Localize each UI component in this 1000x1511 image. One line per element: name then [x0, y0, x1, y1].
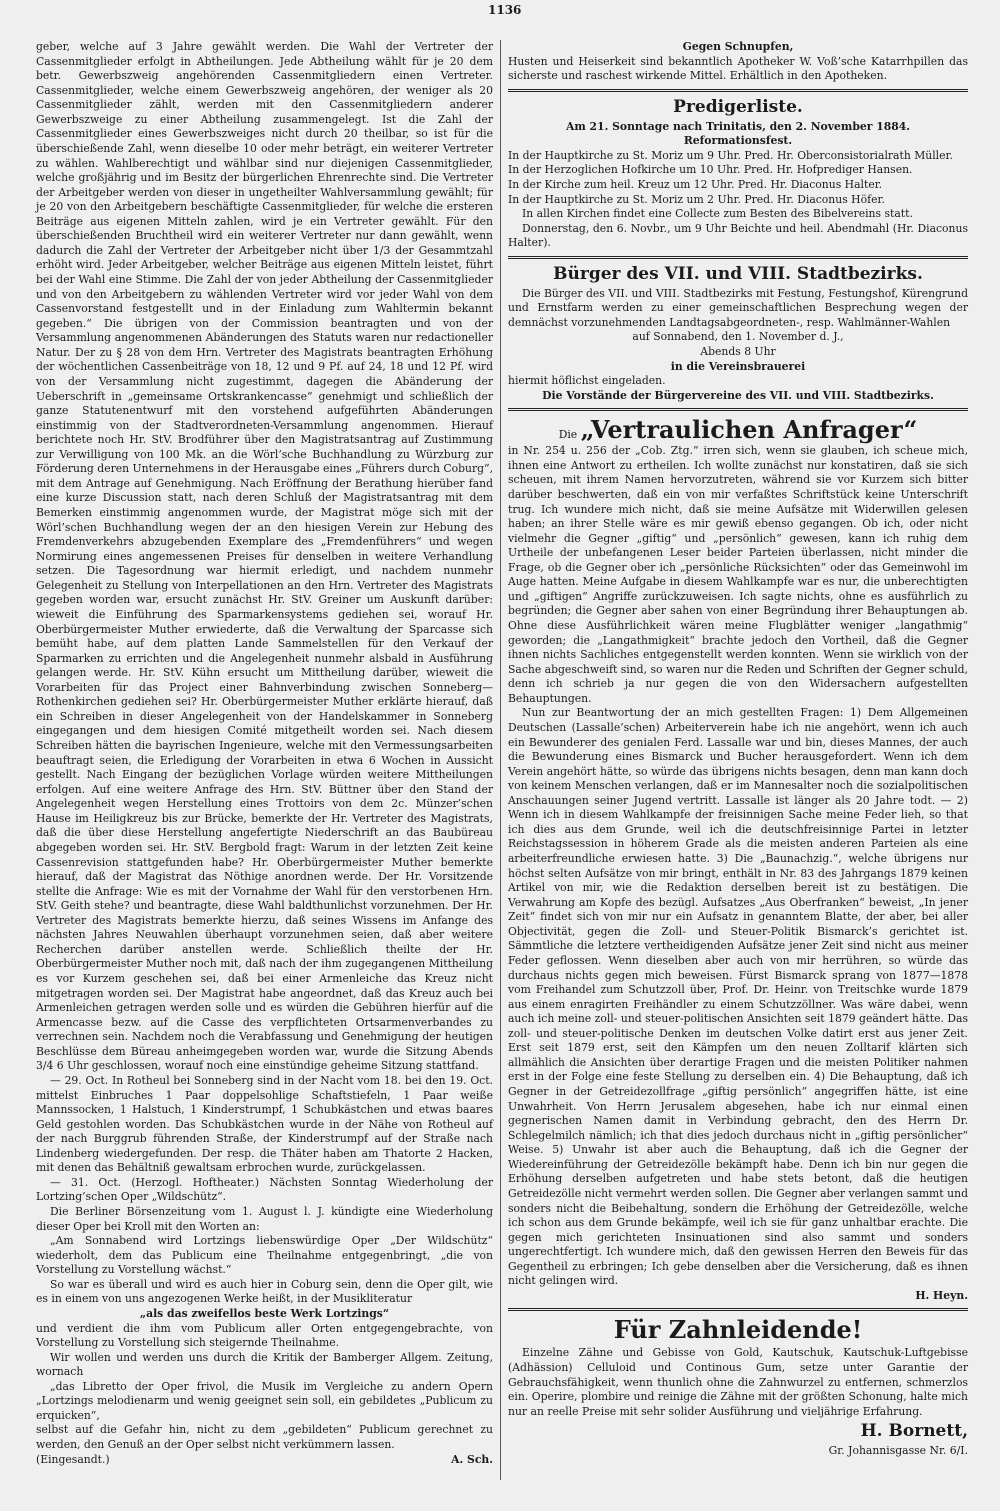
dentist-name: H. Bornett,	[860, 1421, 968, 1442]
citizens-date: auf Sonnabend, den 1. November d. J.,	[632, 330, 844, 344]
dentist-ad-title: Für Zahnleidende!	[613, 1315, 863, 1345]
preacher-list-date: Am 21. Sonntage nach Trinitatis, den 2. November 1884.	[565, 119, 911, 133]
preacher-entry: In der Hauptkirche zu St. Moriz um 9 Uhr. Pred. Hr. Oberconsistorialrath Müller.	[508, 148, 953, 162]
council-report-paragraph: geber, welche auf 3 Jahre gewählt werden. Die Wahl der Vertreter der Cassenmitglieder erfolgt in Abtheilungen. Jede Abtheilung wählt für je 20 dem betr. Gewerbszweig angehörenden Cassenmitgliedern einen Vertreter. Cassenmitglieder, welche einem Gewerbszweig angehören, der weniger als 20 Cassenmitglieder zählt, werden mit den Cassenmitgliedern anderer Gewerbszweige zu einer Abtheilung zusammengelegt. Ist die Zahl der Cassenmitglieder eines Gewerbszweiges nicht durch 20 theilbar, so ist für die überschießende Zahl, wenn dieselbe 10 oder mehr beträgt, ein weiterer Vertreter zu wählen. Wahlberechtigt und wählbar sind nur diejenigen Cassenmitglieder, welche großjährig und im Besitz der bürgerlichen Ehrenrechte sind. Die Vertreter der Arbeitgeber werden von dieser in ungetheilter Wahlversammlung gewählt; für je 20 von den Arbeitgebern beschäftigte Cassenmitglieder, für welche die ersteren Beiträge aus eigenen Mitteln zahlen, wird je ein Vertreter gewählt. Für den überschießenden Bruchtheil wird ein weiterer Vertreter nur dann gewählt, wenn dadurch die Zahl der Vertreter der Arbeitgeber nicht über 1/3 der Gesammtzahl erhöht wird. Jeder Arbeitgeber, welcher Beiträge aus eigenen Mitteln leistet, führt bei der Wahl eine Stimme. Die Zahl der von jeder Abtheilung der Cassenmitglieder und von den Arbeitgebern zu wählenden Vertreter wird vor jeder Wahl von dem Cassenvorstand festgestellt und in der Einladung zum Wahltermin bekannt gegeben.“ Die übrigen von der Commission beantragten und von der Versammlung angenommenen Abänderungen des Statuts waren nur redactioneller Natur. Der zu § 28 von dem Hrn. Vertreter des Magistrats beantragten Erhöhung der wöchentlichen Cassenbeiträge von 18, 12 und 9 Pf. auf 24, 18 und 12 Pf. wird von der Versammlung nicht zugestimmt, dagegen die Abänderung der Ueberschrift in „gemeinsame Ortskrankencasse“ genehmigt und schließlich der ganze Statutenentwurf mit den vorstehend aufgeführten Abänderungen einstimmig von der Stadtverordneten-Versammlung angenommen. Hierauf berichtete noch Hr. StV. Brodführer über den Magistratsantrag auf Zustimmung zur Verwilligung von 100 Mk. an die Wörl’sche Buchhandlung zu Würzburg zur Förderung deren Unternehmens in der Herausgabe eines „Führers durch Coburg“, mit dem Antrage auf Genehmigung. Nach Eröffnung der Berathung hierüber fand eine kurze Discussion statt, nach deren Schluß der Magistratsantrag mit dem Bemerken einstimmig angenommen wurde, der Magistrat möge sich mit der Wörl’schen Buchhandlung wegen der an den hiesigen Verein zur Hebung des Fremdenverkehrs abzugebenden Exemplare des „Fremdenführers“ und wegen Normirung eines angemessenen Preises für denselben in weitere Verhandlung setzen. Die Tagesordnung war hiermit erledigt, und nachdem nunmehr Gelegenheit zu Stellung von Interpellationen an den Hrn. Vertreter des Magistrats gegeben worden war, ersucht zunächst Hr. StV. Greiner um Auskunft darüber: wieweit die Einführung des Sparmarkensystems gediehen sei, worauf Hr. Oberbürgermeister Muther erwiederte, daß die Verwaltung der Sparcasse sich bemüht habe, auf dem platten Lande Sammelstellen für den Verkauf der Sparmarken zu errichten und die Angelegenheit nunmehr alsbald in Ausführung gelangen werde. Hr. StV. Kühn ersucht um Mittheilung darüber, wieweit die Vorarbeiten für das Project einer Bahnverbindung zwischen Sonneberg—Rothenkirchen gediehen sei? Hr. Oberbürgermeister Muther erklärte hierauf, daß ein Schreiben in dieser Angelegenheit von der Handelskammer in Sonneberg eingegangen und dem hiesigen Comité mitgetheilt worden sei. Nach diesem Schreiben hätten die bayrischen Ingenieure, welche mit den Vermessungsarbeiten beauftragt seien, die Erledigung der Vorarbeiten in etwa 6 Wochen in Aussicht gestellt. Nach Eingang der bezüglichen Vorlage würden weitere Mittheilungen erfolgen. Auf eine weitere Anfrage des Hrn. StV. Büttner über den Stand der Angelegenheit wegen Herstellung eines Trottoirs von dem 2c. Münzer’schen Hause im Heiligkreuz bis zur Brücke, bemerkte der Hr. Vertreter des Magistrats, daß die über diese Herstellung angefertigte Niederschrift an das Baubüreau abgegeben worden sei. Hr. StV. Bergbold fragt: Warum in der letzten Zeit keine Cassenrevision stattgefunden habe? Hr. Oberbürgermeister Muther bemerkte hierauf, daß der Magistrat das Nöthige anordnen werde. Der Hr. Vorsitzende stellte die Anfrage: Wie es mit der Vornahme der Wahl für den verstorbenen Hrn. StV. Geith stehe? und beantragte, diese Wahl baldthunlichst vorzunehmen. Der Hr. Vertreter des Magistrats bemerkte hierzu, daß seines Wissens im Anfange des nächsten Jahres Neuwahlen überhaupt vorzunehmen seien, daß aber weitere Recherchen darüber anstellen werde. Schließlich theilte der Hr. Oberbürgermeister Muther noch mit, daß nach der ihm zugegangenen Mittheilung es vor Kurzem geschehen sei, daß bei einer Armenleiche das Kreuz nicht mitgetragen worden sei. Der Magistrat habe angeordnet, daß das Kreuz auch bei Armenleichen getragen werden solle und es würden die Gebühren hierfür auf die Armencasse bezw. auf die Casse des verpflichteten Ortsarmenverbandes zu verrechnen sein. Nachdem noch die Verabfassung und Genehmigung der heutigen Beschlüsse dem Büreau anheimgegeben worden war, wurde die Sitzung Abends 3/4 6 Uhr geschlossen, worauf noch eine einstündige geheime Sitzung stattfand.	[36, 40, 493, 1073]
opera-paragraph-2: So war es überall und wird es auch hier in Coburg sein, denn die Oper gilt, wie es in einem von uns angezogenen Werke heißt, in der Musikliteratur	[36, 1277, 493, 1306]
dentist-address: Gr. Johannisgasse Nr. 6/I.	[828, 1444, 968, 1458]
preacher-communion-note: Donnerstag, den 6. Novbr., um 9 Uhr Beichte und heil. Abendmahl (Hr. Diaconus Halter).	[508, 221, 968, 250]
preacher-entry: In der Kirche zum heil. Kreuz um 12 Uhr. Pred. Hr. Diaconus Halter.	[508, 177, 883, 191]
citizens-text: Die Bürger des VII. und VIII. Stadtbezirks mit Festung, Festungshof, Kürengrund und Ernstfarm werden zu einer gemeinschaftlichen Besprechung wegen der demnächst vorzunehmenden Landtagsabgeordneten-, resp. Wahlmänner-Wahlen	[508, 286, 968, 329]
citizens-place: in die Vereinsbrauerei	[670, 359, 806, 373]
citizens-invite: hiermit höflichst eingeladen.	[508, 374, 666, 388]
ad-cold-title: Gegen Schnupfen,	[682, 40, 794, 53]
opera-highlight-quote: „als das zweifellos beste Werk Lortzings“	[139, 1306, 390, 1320]
citizens-time: Abends 8 Uhr	[700, 345, 776, 358]
theatre-notice-paragraph: — 31. Oct. (Herzogl. Hoftheater.) Nächsten Sonntag Wiederholung der Lortzing’schen Oper „Wildschütz“.	[36, 1175, 493, 1204]
section-rule	[508, 408, 968, 411]
opera-paragraph-5: selbst auf die Gefahr hin, nicht zu dem „gebildeten“ Publicum gerechnet zu werden, den Genuß an der Oper selbst nicht verkümmern lassen.	[36, 1423, 493, 1451]
section-rule	[508, 256, 968, 259]
reply-paragraph-1: in Nr. 254 u. 256 der „Cob. Ztg.“ irren sich, wenn sie glauben, ich scheue mich, ihnen eine Antwort zu ertheilen. Ich wollte zunächst nur konstatiren, daß sie sich scheuen, mit ihrem Namen hervorzutreten, während sie vor Kurzem sich bitter darüber beschwerten, daß ein von mir verfaßtes Schriftstück keine Unterschrift trug. Ich wundere mich nicht, daß sie meine Aufsätze mit Widerwillen gelesen haben; an ihrer Stelle wäre es mir gewiß ebenso gegangen. Ob ich, oder nicht vielmehr die Gegner „giftig“ und „persönlich“ gewesen, kann ich ruhig dem Urtheile der unbefangenen Leser beider Parteien überlassen, nicht minder die Frage, ob die Gegner ober ich „persönliche Rücksichten“ oder das Gemeinwohl im Auge hatten. Meine Aufgabe in diesem Wahlkampfe war es nur, die unberechtigten und „giftigen“ Angriffe zurückzuweisen. Ich sagte nichts, ohne es ausführlich zu begründen; die Gegner aber sahen von einer Begründung ihrer Behauptungen ab. Ohne diese Ausführlichkeit wären meine Flugblätter weniger „langathmig“ geworden; die „Langathmigkeit“ brachte jedoch den Vortheil, daß die Gegner ihnen nichts Sachliches entgegenstellt werden konnten. Wenn sie wirklich von der Sache abgeschweift sind, so waren nur die Reden und Schriften der Gegner schuld, denn ich schrieb ja nur gegen die von den Widersachern aufgestellten Behauptungen.	[508, 444, 968, 705]
reply-signature: H. Heyn.	[915, 1288, 968, 1302]
preacher-list-feast: Reformationsfest.	[683, 134, 793, 148]
ad-cold-text: Husten und Heiserkeit sind bekanntlich Apotheker W. Voß’sche Katarrhpillen das sicherste und raschest wirkende Mittel. Erhältlich in den Apotheken.	[508, 54, 968, 83]
column-divider	[500, 40, 501, 1480]
opera-quote-2: „das Libretto der Oper frivol, die Musik im Vergleiche zu andern Opern „Lortzings melodienarm und wenig geeignet sein soll, ein gebildetes „Publicum zu erquicken“,	[36, 1379, 493, 1422]
author-initials: A. Sch.	[451, 1452, 493, 1466]
preacher-list-title: Predigerliste.	[673, 96, 803, 117]
left-column	[36, 40, 493, 1467]
reply-title-prefix: Die	[558, 428, 578, 442]
preacher-entry: In der Hauptkirche zu St. Moriz um 2 Uhr. Pred. Hr. Diaconus Höfer.	[508, 192, 885, 206]
opera-quote-1: „Am Sonnabend wird Lortzings liebenswürdige Oper „Der Wildschütz“ wiederholt, dem das Publicum eine Theilnahme entgegenbringt, „die von Vorstellung zu Vorstellung wächst.“	[36, 1234, 493, 1277]
opera-paragraph-3: und verdient die ihm vom Publicum aller Orten entgegengebrachte, von Vorstellung zu Vorstellung sich steigernde Theilnahme.	[36, 1321, 493, 1350]
page-number: 1136	[488, 3, 522, 17]
section-rule	[508, 1308, 968, 1311]
citizens-signature: Die Vorstände der Bürgervereine des VII. und VIII. Stadtbezirks.	[542, 388, 934, 402]
opera-paragraph-4: Wir wollen und werden uns durch die Kritik der Bamberger Allgem. Zeitung, wornach	[36, 1350, 493, 1379]
section-rule	[508, 89, 968, 92]
citizens-title: Bürger des VII. und VIII. Stadtbezirks.	[553, 263, 923, 284]
opera-signature	[36, 1453, 493, 1468]
preacher-entry: In der Herzoglichen Hofkirche um 10 Uhr. Pred. Hr. Hofprediger Hansen.	[508, 163, 913, 177]
dentist-ad-text: Einzelne Zähne und Gebisse von Gold, Kautschuk, Kautschuk-Luftgebisse (Adhässion) Celluloid und Continous Gum, setze unter Garantie der Gebrauchsfähigkeit, wenn thunlich ohne die Zahnwurzel zu entfernen, schmerzlos ein. Operire, plombire und reinige die Zähne mit der größten Schonung, halte mich nur an reelle Preise mit sehr solider Ausführung und vieljährige Erfahrung.	[508, 1346, 968, 1418]
opera-paragraph-1: Die Berliner Börsenzeitung vom 1. August l. J. kündigte eine Wiederholung dieser Oper bei Kroll mit den Worten an:	[36, 1205, 493, 1233]
reply-header	[508, 416, 968, 444]
reply-title: „Vertraulichen Anfrager“	[580, 415, 918, 445]
submitted-label: (Eingesandt.)	[36, 1452, 110, 1466]
right-column	[508, 40, 968, 1459]
reply-paragraph-2: Nun zur Beantwortung der an mich gestellten Fragen: 1) Dem Allgemeinen Deutschen (Lassalle’schen) Arbeiterverein habe ich nie angehört, wenn ich auch ein Bewunderer des genialen Ferd. Lassalle war und bin, dieses Mannes, der auch die Bewunderung eines Bismarck und Bucher herausgefordert. Wenn ich dem Verein angehört hätte, so würde das übrigens nichts besagen, denn man kann doch von keinem Menschen verlangen, daß er im Mannesalter noch die sozialpolitischen Anschauungen seiner Jugend vertritt. Lassalle ist länger als 20 Jahre todt. — 2) Wenn ich in diesem Wahlkampfe der freisinnigen Sache meine Feder lieh, so that ich dies aus dem Grunde, weil ich die deutschfreisinnige Partei in letzter Reichstagssession in höherem Grade als die meisten anderen Parteien als eine arbeiterfreundliche erwiesen hatte. 3) Die „Baunachzig.“, welche übrigens nur höchst selten Aufsätze von mir bringt, enthält in Nr. 83 des Jahrgangs 1879 keinen Artikel von mir, wie die Redaktion derselben bereit ist zu bestätigen. Die Verwahrung am Kopfe des bezügl. Aufsatzes „Aus Oberfranken“ beweist, „In jener Zeit“ findet sich von mir nur ein Aufsatz in genanntem Blatte, der aber, bei aller Objectivität, gegen die Zoll- und Steuer-Politik Bismarck’s gerichtet ist. Sämmtliche die letztere vertheidigenden Aufsätze jener Zeit sind nicht aus meiner Feder geflossen. Wenn dieselben aber auch von mir herrühren, so würde das durchaus nichts gegen mich beweisen. Fürst Bismarck sprang von 1877—1878 vom Freihandel zum Schutzzoll über, Prof. Dr. Heinr. von Treitschke wurde 1879 aus einem enragirten Freihändler zu einem Schutzzöllner. Was wäre dabei, wenn auch ich meine zoll- und steuer-politischen Ansichten seit 1879 geändert hätte. Das zoll- und steuer-politische Denken im deutschen Volke datirt erst aus jener Zeit. Erst seit 1879 erst, seit den Kämpfen um den neuen Zolltarif klärten sich allmählich die Ansichten über derartige Fragen und die meisten Politiker nahmen erst in der Folge eine feste Stellung zu derselben ein. 4) Die Behauptung, daß ich Gegner in der Getreidezollfrage „giftig persönlich“ angegriffen hätte, ist eine Unwahrheit. Von Herrn Jerusalem abgesehen, habe ich nur einmal einen gegnerischen Namen damit in Verbindung gebracht, den des Herrn Dr. Schlegelmilch nämlich; ich that dies jedoch durchaus nicht in „giftig persönlicher“ Weise. 5) Unwahr ist aber auch die Behauptung, daß ich die Gegner der Wiedereinführung der Getreidezölle bekämpft habe. Denn ich bin nur gegen die Erhöhung derselben aufgetreten und habe stets betont, daß die heutigen Getreidezölle nicht vermehrt werden sollen. Die Gegner aber verlangen sammt und sonders nicht die Beibehaltung, sondern die Erhöhung der Getreidezölle, welche ich schon aus dem Grunde bekämpfe, weil ich sie für ganz unhaltbar erachte. Die gegen mich gerichteten Insinuationen sind also sammt und sonders ungerechtfertigt. Ich wundere mich, daß den gewissen Herren den Beweis für das Gegentheil zu erbringen; Ich gebe denselben aber die Versicherung, daß es ihnen nicht gelingen wird.	[508, 706, 968, 1288]
preacher-collection-note: In allen Kirchen findet eine Collecte zum Besten des Bibelvereins statt.	[522, 207, 913, 221]
theft-report-paragraph: — 29. Oct. In Rotheul bei Sonneberg sind in der Nacht vom 18. bei den 19. Oct. mittelst Einbruches 1 Paar doppelsohlige Schaftstiefeln, 1 Paar weiße Mannssocken, 1 Halstuch, 1 Kinderstrumpf, 1 Schubkästchen und etwas baares Geld gestohlen worden. Das Schubkästchen wurde in der Nähe von Rotheul auf der nach Burggrub führenden Straße, der Kinderstrumpf auf der Straße nach Lindenberg wiedergefunden. Der resp. die Thäter haben am Thatorte 2 Hacken, mit denen das Behältniß gewaltsam erbrochen wurde, zurückgelassen.	[36, 1073, 493, 1175]
